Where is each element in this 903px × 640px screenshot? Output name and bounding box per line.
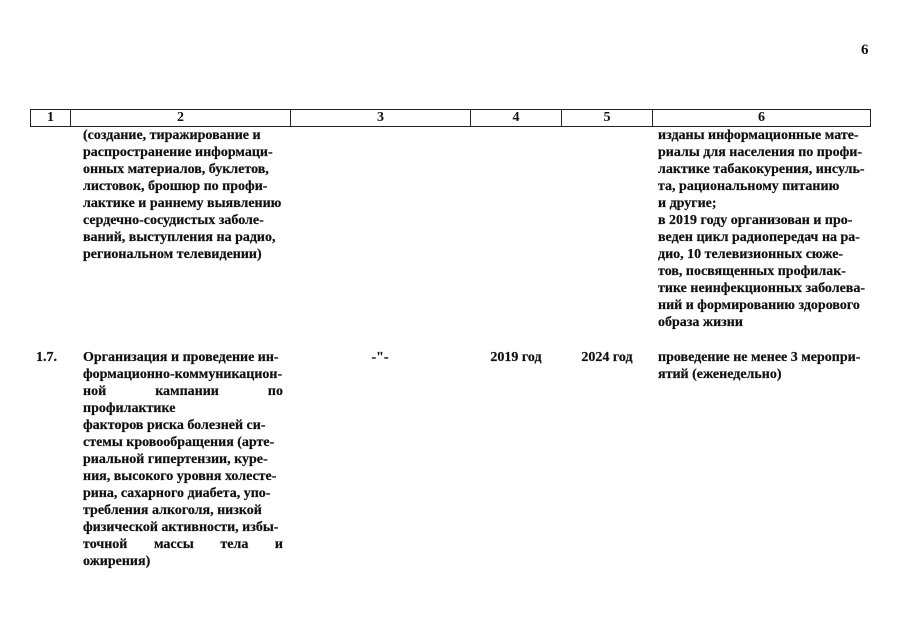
header-col-6: 6 (653, 110, 871, 126)
table-header-row (30, 109, 871, 127)
row-1-7-col5-end-year: 2024 год (581, 350, 633, 365)
continued-row-col2-description: (создание, тиражирование и распространение информаци- онных материалов, буклетов, листовок, брошюр по профи- лактике и раннему выявлению сердечно-сосудистых заболе- ваний, выступления на радио, региональном телевидении) (83, 128, 282, 262)
header-col-1: 1 (31, 110, 71, 126)
continued-row-col6-result: изданы информационные мате- риалы для населения по профи- лактике табакокурения, инсуль- та, рациональному питанию и другие; в 2019 году организован и про- веден цикл радиопередач на ра- дио, 10 телевизионных сюже- тов, посвященных профилак- тике неинфекционных заболева- ний и формированию здорового образа жизни (658, 128, 865, 330)
header-col-2: 2 (71, 110, 291, 126)
header-col-5: 5 (562, 110, 653, 126)
header-col-3: 3 (291, 110, 471, 126)
row-1-7-col6-result: проведение не менее 3 меропри- ятий (еженедельно) (658, 350, 861, 382)
row-1-7-col3-same-as-above: -"- (371, 350, 389, 365)
row-1-7-col2-description: Организация и проведение ин- формационно-коммуникацион- ной кампании по профилактике факторов риска болезней си- стемы кровообращения (арте- риальной гипертензии, куре- ния, высокого уровня холесте- рина, сахарного диабета, упо- требления алкоголя, низкой физической активности, избы- точной массы тела и ожирения) (83, 350, 283, 569)
row-1-7-number: 1.7. (36, 350, 57, 365)
row-1-7-col4-start-year: 2019 год (490, 350, 542, 365)
header-col-4: 4 (471, 110, 562, 126)
page-number: 6 (861, 42, 869, 58)
